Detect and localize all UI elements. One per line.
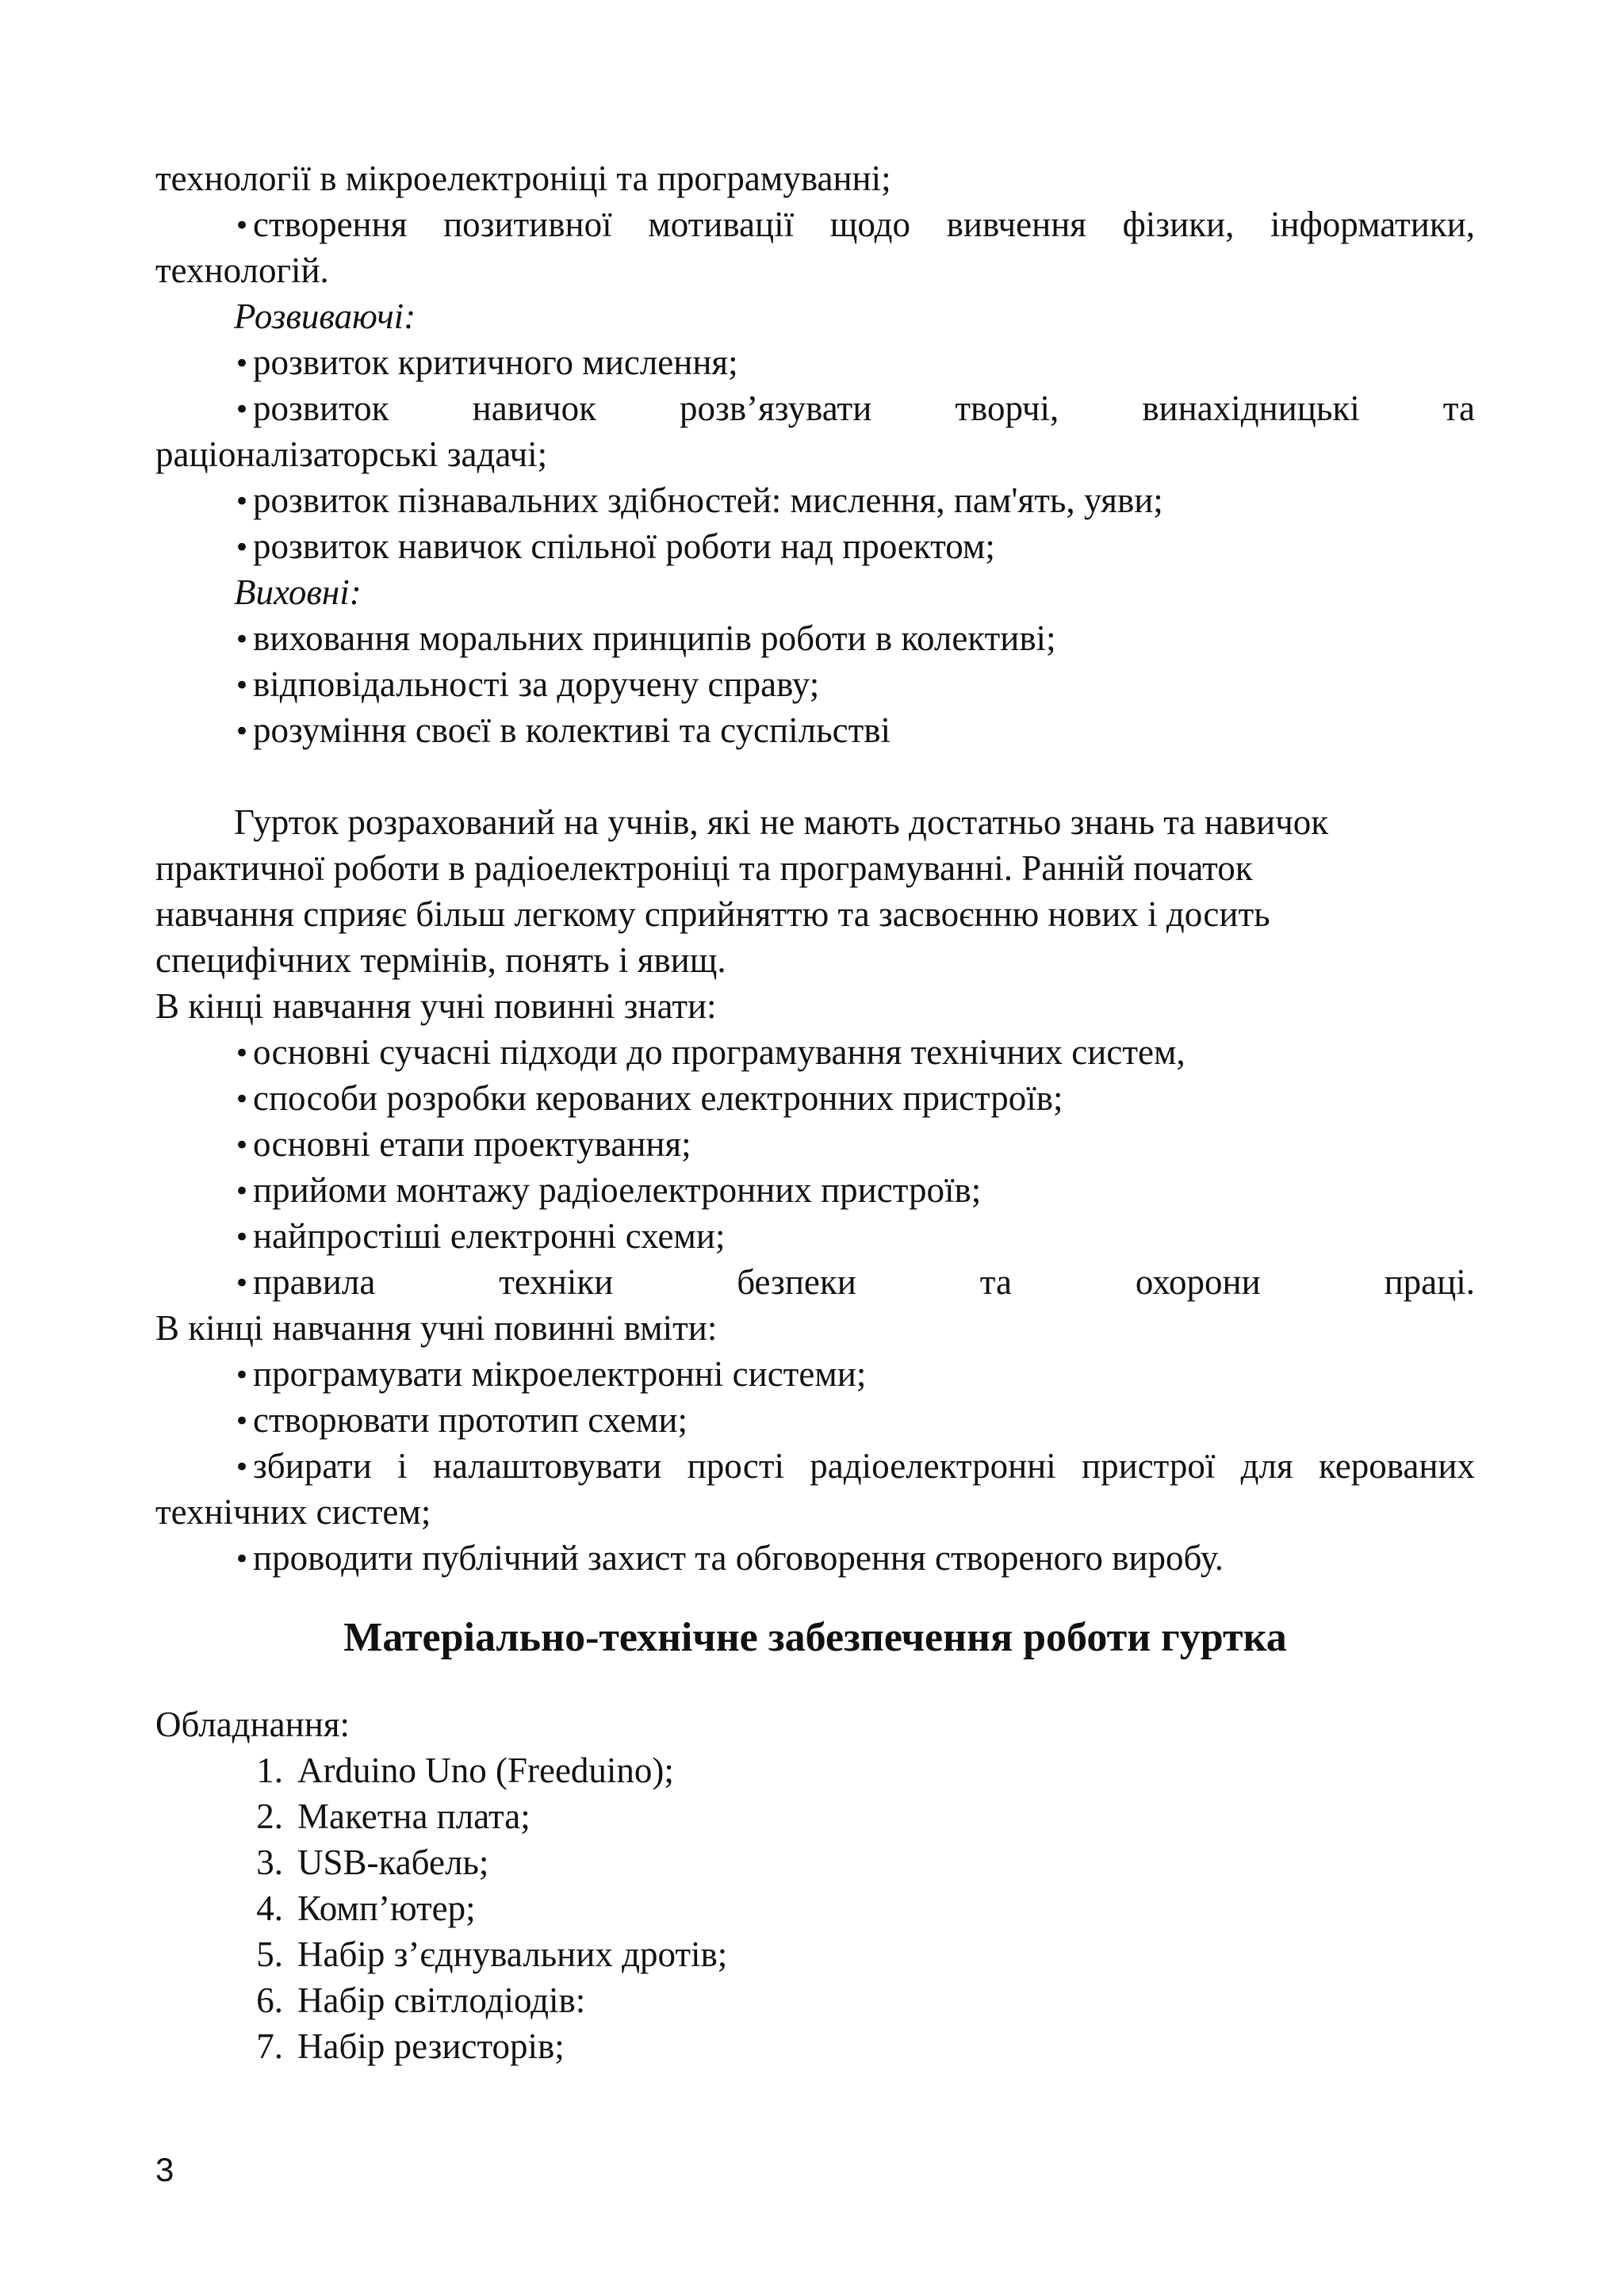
text-line: раціоналізаторські задачі; — [155, 434, 548, 474]
bullet-icon: • — [234, 486, 251, 518]
item-text: Набір світлодіодів: — [297, 1980, 586, 2020]
bullet-icon: • — [234, 1038, 251, 1070]
list-title: В кінці навчання учні повинні вміти: — [155, 1308, 718, 1348]
bullet-icon: • — [234, 716, 251, 748]
bullet-item: •розвиток навичок розв’язувати творчі, винахідницькі та — [155, 385, 1475, 431]
bullet-item: •розвиток критичного мислення; — [155, 339, 1475, 385]
bullet-item: •правила техніки безпеки та охорони праці. — [155, 1259, 1475, 1305]
text-line: технологій. — [155, 251, 329, 290]
equipment-item — [234, 1885, 1475, 1931]
spacer — [155, 753, 1475, 799]
section-heading: Матеріально-технічне забезпечення роботи гуртка — [343, 1615, 1287, 1660]
bullet-icon: • — [234, 1130, 251, 1161]
bullet-icon: • — [234, 624, 251, 656]
paragraph-line: Гурток розрахований на учнів, які не мають достатньо знань та навичок — [234, 802, 1329, 842]
bullet-icon: • — [234, 1360, 251, 1391]
bullet-icon: • — [234, 1176, 251, 1207]
bullet-item: •програмувати мікроелектронні системи; — [155, 1351, 1475, 1397]
section-subtitle: Виховні: — [234, 572, 362, 612]
item-text: USB-кабель; — [297, 1843, 489, 1882]
bullet-item: •відповідальності за доручену справу; — [155, 661, 1475, 707]
bullet-icon: • — [234, 1268, 251, 1299]
list-title: В кінці навчання учні повинні знати: — [155, 986, 717, 1026]
item-text: Макетна плата; — [297, 1797, 530, 1836]
bullet-item: •виховання моральних принципів роботи в колективі; — [155, 615, 1475, 661]
bullet-icon: • — [234, 532, 251, 564]
equipment-item — [234, 2023, 1475, 2069]
paragraph-line: навчання сприяє більш легкому сприйняттю та засвоєнню нових і досить — [155, 894, 1270, 934]
equipment-item — [234, 1931, 1475, 1977]
bullet-item: •збирати і налаштовувати прості радіоелектронні пристрої для керованих — [155, 1443, 1475, 1489]
bullet-item: •створення позитивної мотивації щодо вивчення фізики, інформатики, — [155, 201, 1475, 247]
bullet-item: •найпростіші електронні схеми; — [155, 1213, 1475, 1259]
item-number: 1. — [256, 1751, 283, 1790]
item-number: 7. — [256, 2026, 283, 2066]
bullet-icon: • — [234, 1452, 251, 1483]
item-number: 4. — [256, 1888, 283, 1928]
equipment-item — [234, 1793, 1475, 1839]
item-number: 5. — [256, 1934, 283, 1974]
equipment-list — [155, 1747, 1475, 2069]
text-line: технології в мікроелектроніці та програмуванні; — [155, 159, 891, 198]
equipment-title: Обладнання: — [155, 1705, 350, 1744]
bullet-icon: • — [234, 348, 251, 380]
item-text: Arduino Uno (Freeduino); — [297, 1751, 674, 1790]
bullet-item: •прийоми монтажу радіоелектронних пристроїв; — [155, 1167, 1475, 1213]
bullet-icon: • — [234, 1222, 251, 1253]
bullet-item: •розвиток навичок спільної роботи над проектом; — [155, 523, 1475, 569]
bullet-icon: • — [234, 1406, 251, 1437]
bullet-item: •створювати прототип схеми; — [155, 1397, 1475, 1443]
paragraph-line: специфічних термінів, понять і явищ. — [155, 940, 726, 980]
page-content — [155, 155, 1475, 2069]
text-line: технічних систем; — [155, 1492, 431, 1532]
bullet-icon: • — [234, 210, 251, 242]
bullet-icon: • — [234, 1084, 251, 1115]
paragraph-line: практичної роботи в радіоелектроніці та програмуванні. Ранній початок — [155, 848, 1253, 888]
bullet-icon: • — [234, 670, 251, 702]
item-text: Набір резисторів; — [297, 2026, 565, 2066]
item-number: 3. — [256, 1843, 283, 1882]
bullet-item: •основні сучасні підходи до програмування технічних систем, — [155, 1029, 1475, 1075]
section-subtitle: Розвиваючі: — [234, 297, 416, 336]
bullet-icon: • — [234, 394, 251, 426]
equipment-item — [234, 1747, 1475, 1793]
page-number: 3 — [155, 2151, 174, 2188]
bullet-item: •основні етапи проектування; — [155, 1121, 1475, 1167]
equipment-item — [234, 1839, 1475, 1885]
bullet-item: •способи розробки керованих електронних пристроїв; — [155, 1075, 1475, 1121]
bullet-item: •розвиток пізнавальних здібностей: мислення, пам'ять, уяви; — [155, 477, 1475, 523]
item-text: Набір з’єднувальних дротів; — [297, 1934, 728, 1974]
item-text: Комп’ютер; — [297, 1888, 476, 1928]
item-number: 2. — [256, 1797, 283, 1836]
bullet-item: •проводити публічний захист та обговорення створеного виробу. — [155, 1535, 1475, 1581]
bullet-item: •розуміння своєї в колективі та суспільстві — [155, 707, 1475, 753]
item-number: 6. — [256, 1980, 283, 2020]
bullet-icon: • — [234, 1544, 251, 1575]
equipment-item — [234, 1977, 1475, 2023]
